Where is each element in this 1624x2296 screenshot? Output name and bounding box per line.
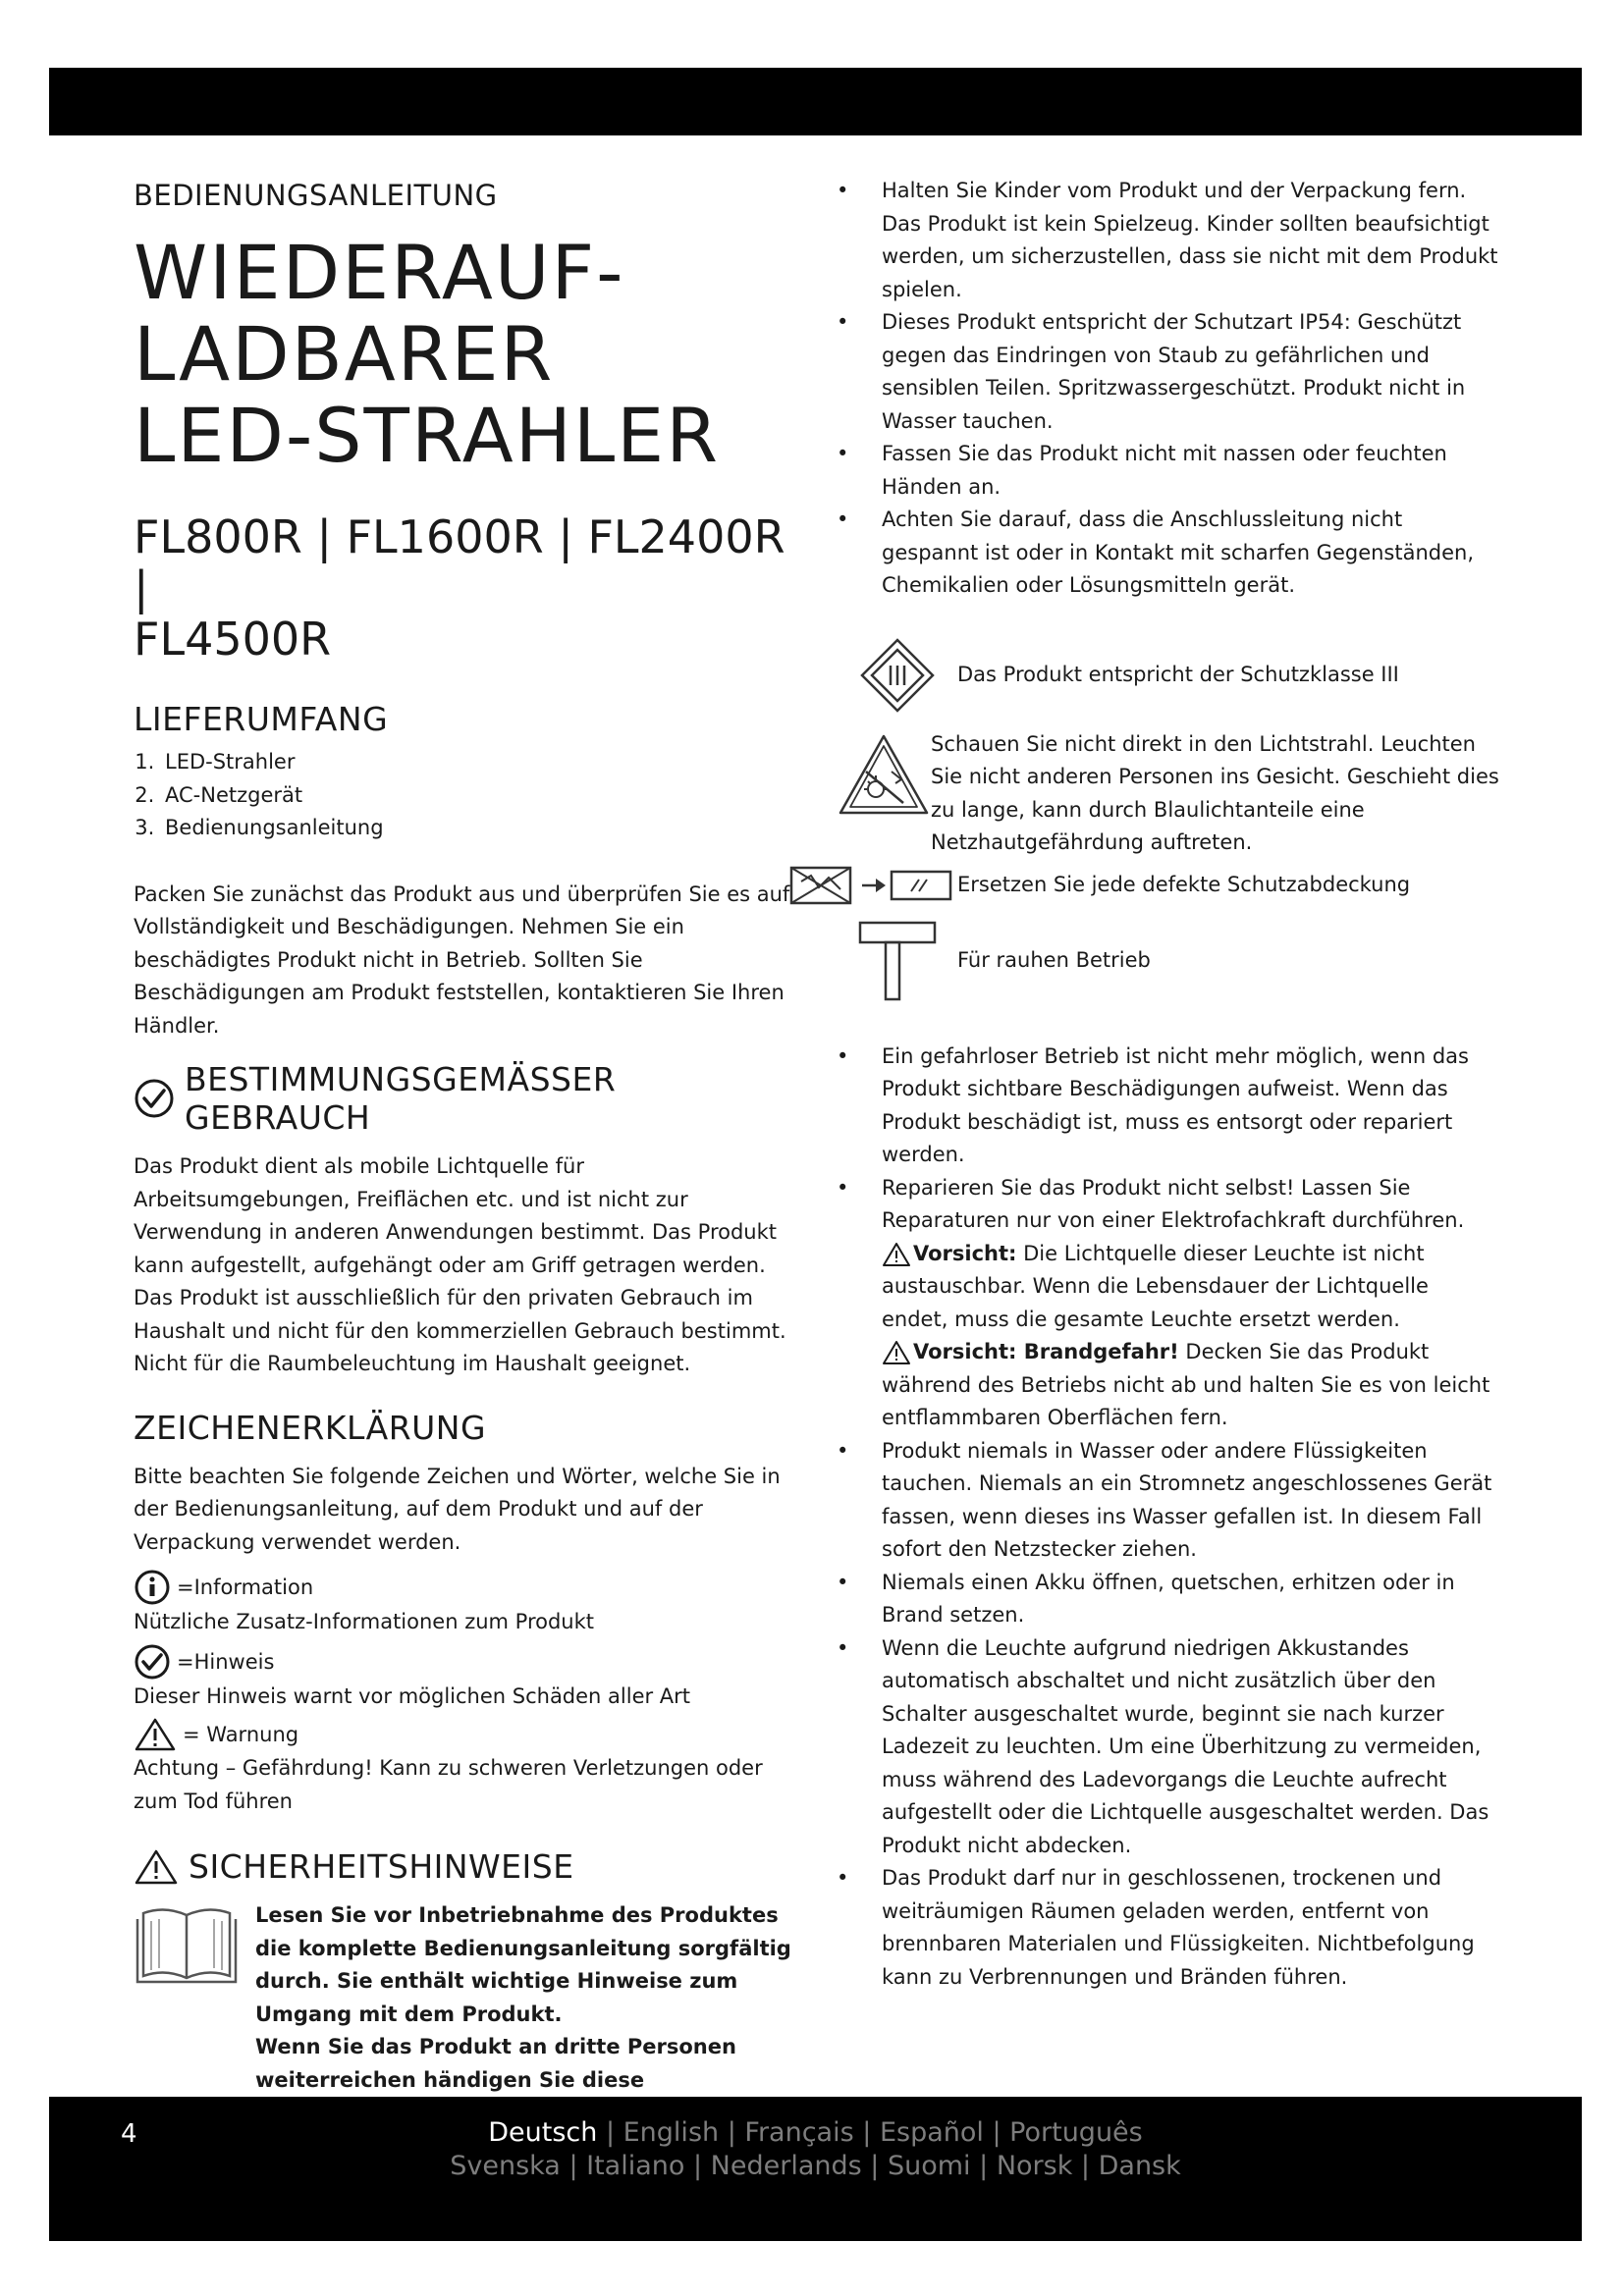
bullet-text: Achten Sie darauf, dass die Anschlussleitung nicht gespannt ist oder in Kontakt mit scharfen Gegenständen, Chemikalien oder Lösungsmitteln gerät.	[882, 507, 1475, 597]
symbol-text: Ersetzen Sie jede defekte Schutzabdeckung	[957, 872, 1411, 896]
legend-note	[134, 1643, 793, 1681]
list-item: • Ein gefahrloser Betrieb ist nicht mehr möglich, wenn das Produkt sichtbare Beschädigungen aufweist. Wenn das Produkt beschädigt ist, muss es entsorgt oder repariert werden.	[837, 1043, 1469, 1166]
symbol-text: Schauen Sie nicht direkt in den Lichtstrahl. Leuchten Sie nicht anderen Personen ins Gesicht. Geschieht dies zu lange, kann durch Blaulichtanteile eine Netzhautgefährdung auftreten.	[931, 731, 1499, 854]
right-column	[837, 175, 1500, 1994]
safety-list-bottom	[837, 1041, 1500, 1995]
separator: |	[861, 2151, 888, 2181]
title-line: LADBARER	[134, 310, 555, 398]
warning-triangle-icon	[134, 1848, 179, 1886]
language-link-nederlands[interactable]: Nederlands	[710, 2151, 862, 2181]
do-not-stare-into-light-icon	[837, 732, 931, 817]
list-item: • Fassen Sie das Produkt nicht mit nassen oder feuchten Händen an.	[837, 442, 1447, 499]
title-line: LED-STRAHLER	[134, 392, 721, 479]
bullet-text: Dieses Produkt entspricht der Schutzart IP54: Geschützt gegen das Eindringen von Staub zu gefährlichen und sensiblen Teilen. Spritzwassergeschützt. Produkt nicht in Wasser tauchen.	[882, 310, 1466, 433]
delivery-list	[134, 746, 793, 845]
bullet-text: Reparieren Sie das Produkt nicht selbst! Lassen Sie Reparaturen nur von einer Elektrofachkraft durchführen.	[882, 1175, 1465, 1232]
language-link-norsk[interactable]: Norsk	[996, 2151, 1073, 2181]
open-book-icon	[134, 1905, 240, 1986]
model-line: FL800R | FL1600R | FL2400R |	[134, 510, 785, 614]
protection-class-3-icon	[858, 636, 937, 715]
list-item: • Reparieren Sie das Produkt nicht selbst! Lassen Sie Reparaturen nur von einer Elektrofachkraft durchführen. Vorsicht: Die Lichtquelle dieser Leuchte ist nicht austauschbar. Wenn die Lebensdauer der Lichtquelle endet, muss die gesamte Leuchte ersetzt werden. Vorsicht: Brandgefahr! Decken Sie das Produkt während des Betriebs nicht ab und halten Sie es von leicht entflammbaren Oberflächen fern.	[837, 1175, 1490, 1429]
list-item: • Niemals einen Akku öffnen, quetschen, erhitzen oder in Brand setzen.	[837, 1570, 1455, 1627]
separator: |	[970, 2151, 997, 2181]
intended-use-paragraph: Das Produkt dient als mobile Lichtquelle für Arbeitsumgebungen, Freiflächen etc. und ist nicht zur Verwendung in anderen Anwendungen bestimmt. Das Produkt kann aufgestellt, aufgehängt oder am Griff getragen werden. Das Produkt ist ausschließlich für den privaten Gebrauch im Haushalt und nicht für den kommerziellen Gebrauch bestimmt. Nicht für die Raumbeleuchtung im Haushalt geeignet.	[134, 1154, 786, 1375]
language-link-italiano[interactable]: Italiano	[586, 2151, 685, 2181]
legend-info-desc: Nützliche Zusatz-Informationen zum Produkt	[134, 1610, 595, 1633]
language-selector	[49, 2116, 1582, 2183]
language-link-deutsch[interactable]: Deutsch	[488, 2117, 598, 2148]
symbol-cover	[789, 864, 1500, 907]
list-item: 3. Bedienungsanleitung	[161, 812, 793, 845]
symbols-intro: Bitte beachten Sie folgende Zeichen und Wörter, welche Sie in der Bedienungsanleitung, auf dem Produkt und auf der Verpackung verwendet werden.	[134, 1464, 781, 1554]
legend-note-desc: Dieser Hinweis warnt vor möglichen Schäden aller Art	[134, 1683, 691, 1708]
separator: |	[560, 2151, 587, 2181]
heading-text: BESTIMMUNGSGEMÄSSER GEBRAUCH	[185, 1060, 617, 1137]
manual-notice-paragraph: Wenn Sie das Produkt an dritte Personen weiterreichen händigen Sie diese	[255, 2035, 736, 2092]
safety-list-top	[837, 175, 1500, 603]
legend-warning	[134, 1717, 793, 1752]
legend-warning-desc: Achtung – Gefährdung! Kann zu schweren Verletzungen oder zum Tod führen	[134, 1756, 763, 1813]
title-line: WIEDERAUF-	[134, 229, 625, 316]
caution-label: Vorsicht:	[913, 1241, 1017, 1265]
list-item: • Achten Sie darauf, dass die Anschlussleitung nicht gespannt ist oder in Kontakt mit scharfen Gegenständen, Chemikalien oder Lösungsmitteln gerät.	[837, 507, 1475, 597]
list-item: • Wenn die Leuchte aufgrund niedrigen Akkustandes automatisch abschaltet und nicht zusätzlich über den Schalter ausgeschaltet wurde, beginnt sie nach kurzer Ladezeit zu leuchten. Um eine Überhitzung zu vermeiden, muss während des Ladevorgangs die Leuchte aufrecht aufgestellt oder die Lichtquelle ausgeschaltet werden. Das Produkt nicht abdecken.	[837, 1635, 1489, 1857]
delivery-heading: LIEFERUMFANG	[134, 700, 389, 738]
list-item: • Dieses Produkt entspricht der Schutzart IP54: Geschützt gegen das Eindringen von Staub zu gefährlichen und sensiblen Teilen. Spritzwassergeschützt. Produkt nicht in Wasser tauchen.	[837, 310, 1466, 433]
bullet-text: Wenn die Leuchte aufgrund niedrigen Akkustandes automatisch abschaltet und nicht zusätzlich über den Schalter ausgeschaltet wurde, beginnt sie nach kurzer Ladezeit zu leuchten. Um eine Überhitzung zu vermeiden, muss während des Ladevorgangs die Leuchte aufrecht aufgestellt oder die Lichtquelle ausgeschaltet werden. Das Produkt nicht abdecken.	[882, 1635, 1489, 1857]
symbol-text: Das Produkt entspricht der Schutzklasse III	[957, 662, 1399, 686]
manual-notice	[134, 1899, 793, 2130]
separator: |	[597, 2117, 623, 2148]
list-item: 1. LED-Strahler	[161, 746, 793, 779]
language-link-espanol[interactable]: Español	[879, 2117, 984, 2148]
manual-notice-text	[255, 1899, 793, 2130]
language-link-suomi[interactable]: Suomi	[887, 2151, 971, 2181]
product-title	[134, 229, 793, 479]
warning-triangle-icon	[882, 1242, 911, 1267]
heading-text: SICHERHEITSHINWEISE	[189, 1847, 574, 1886]
language-link-dansk[interactable]: Dansk	[1098, 2151, 1181, 2181]
bullet-text: Produkt niemals in Wasser oder andere Flüssigkeiten tauchen. Niemals an ein Stromnetz angeschlossenes Gerät fassen, wenn dieses ins Wasser gefallen ist. In diesem Fall sofort den Netzstecker ziehen.	[882, 1438, 1492, 1561]
language-link-francais[interactable]: Français	[744, 2117, 854, 2148]
legend-label: = Warnung	[183, 1723, 299, 1746]
document-type-label: BEDIENUNGSANLEITUNG	[134, 179, 498, 212]
safety-heading	[134, 1847, 793, 1886]
symbols-heading: ZEICHENERKLÄRUNG	[134, 1408, 487, 1447]
list-item: 2. AC-Netzgerät	[161, 779, 793, 813]
unpack-paragraph: Packen Sie zunächst das Produkt aus und überprüfen Sie es auf Vollständigkeit und Beschädigungen. Nehmen Sie ein beschädigtes Produkt nicht in Betrieb. Sollten Sie Beschädigungen am Produkt feststellen, kontaktieren Sie Ihren Händler.	[134, 881, 790, 1038]
caution-text: Decken Sie das Produkt während des Betriebs nicht ab und halten Sie es von leicht entflammbaren Oberflächen fern.	[882, 1340, 1490, 1429]
bullet-text: Niemals einen Akku öffnen, quetschen, erhitzen oder in Brand setzen.	[882, 1570, 1455, 1627]
language-link-portugues[interactable]: Português	[1009, 2117, 1143, 2148]
symbol-text: Für rauhen Betrieb	[957, 947, 1151, 972]
language-link-english[interactable]: English	[623, 2117, 720, 2148]
symbol-light	[837, 728, 1500, 860]
warning-triangle-icon	[882, 1340, 911, 1365]
language-link-svenska[interactable]: Svenska	[450, 2151, 561, 2181]
bullet-text: Halten Sie Kinder vom Produkt und der Verpackung fern. Das Produkt ist kein Spielzeug. Kinder sollten beaufsichtigt werden, um sicherzustellen, dass sie nicht mit dem Produkt spielen.	[882, 179, 1498, 301]
list-item: • Halten Sie Kinder vom Produkt und der Verpackung fern. Das Produkt ist kein Spielzeug. Kinder sollten beaufsichtigt werden, um sicherzustellen, dass sie nicht mit dem Produkt spielen.	[837, 179, 1498, 301]
bullet-text: Das Produkt darf nur in geschlossenen, trockenen und weiträumigen Räumen geladen werden, entfernt von brennbaren Materialen und Flüssigkeiten. Nichtbefolgung kann zu Verbrennungen und Bränden führen.	[882, 1866, 1475, 1989]
left-column	[134, 175, 793, 2130]
caution-label: Vorsicht: Brandgefahr!	[913, 1340, 1179, 1363]
separator: |	[1072, 2151, 1099, 2181]
model-numbers	[134, 511, 793, 665]
caution-text: Die Lichtquelle dieser Leuchte ist nicht austauschbar. Wenn die Lebensdauer der Lichtquelle endet, muss die gesamte Leuchte ersetzt werden.	[882, 1241, 1429, 1331]
hammer-rough-use-icon	[856, 919, 939, 1003]
manual-notice-paragraph: Lesen Sie vor Inbetriebnahme des Produktes die komplette Bedienungsanleitung sorgfältig durch. Sie enthält wichtige Hinweise zum Umgang mit dem Produkt.	[255, 1903, 791, 2026]
top-black-bar	[49, 68, 1582, 135]
footer-bar	[49, 2097, 1582, 2241]
bullet-text: Ein gefahrloser Betrieb ist nicht mehr möglich, wenn das Produkt sichtbare Beschädigungen aufweist. Wenn das Produkt beschädigt ist, muss es entsorgt oder repariert werden.	[882, 1043, 1469, 1166]
separator: |	[684, 2151, 711, 2181]
language-line-2	[49, 2150, 1582, 2183]
separator: |	[853, 2117, 880, 2148]
list-item: • Das Produkt darf nur in geschlossenen, trockenen und weiträumigen Räumen geladen werden, entfernt von brennbaren Materialen und Flüssigkeiten. Nichtbefolgung kann zu Verbrennungen und Bränden führen.	[837, 1866, 1475, 1989]
check-circle-icon	[134, 1078, 175, 1119]
replace-cover-icon	[789, 864, 956, 907]
model-line: FL4500R	[134, 613, 332, 666]
bullet-text: Fassen Sie das Produkt nicht mit nassen oder feuchten Händen an.	[882, 442, 1447, 499]
list-item: • Produkt niemals in Wasser oder andere Flüssigkeiten tauchen. Niemals an ein Stromnetz angeschlossenes Gerät fassen, wenn dieses ins Wasser gefallen ist. In diesem Fall sofort den Netzstecker ziehen.	[837, 1438, 1492, 1561]
language-line-1	[49, 2116, 1582, 2150]
page-number: 4	[121, 2119, 137, 2149]
legend-label: =Hinweis	[177, 1649, 275, 1674]
symbol-rough	[837, 919, 1500, 1003]
separator: |	[983, 2117, 1010, 2148]
separator: |	[719, 2117, 745, 2148]
legend-info	[134, 1569, 793, 1606]
intended-use-heading	[134, 1060, 793, 1137]
legend-label: =Information	[177, 1575, 314, 1599]
check-circle-icon	[134, 1643, 171, 1681]
warning-triangle-icon	[134, 1717, 177, 1752]
symbol-class3	[837, 636, 1500, 715]
info-circle-icon	[134, 1569, 171, 1606]
